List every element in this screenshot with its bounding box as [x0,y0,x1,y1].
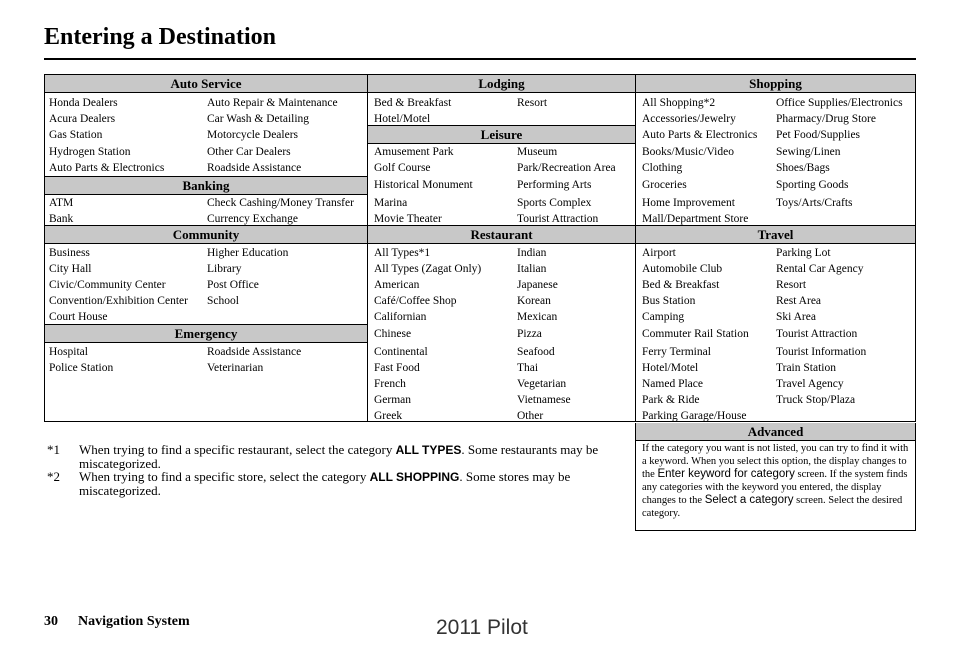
list-item: Other [517,410,544,422]
list-item: Camping [642,311,685,323]
list-item: Parking Garage/House [642,410,747,422]
list-item: Japanese [517,279,558,291]
list-item: Marina [374,197,408,209]
list-item: Auto Parts & Electronics [642,129,758,141]
list-item: Pharmacy/Drug Store [776,113,876,125]
list-item: Library [207,263,242,275]
list-item: Seafood [517,346,555,358]
list-item: Resort [517,97,548,109]
list-item: Movie Theater [374,213,442,225]
list-item: Korean [517,295,551,307]
list-item: Mall/Department Store [642,213,749,225]
column-2 [368,75,636,421]
list-item: Ski Area [776,311,816,323]
list-item: School [207,295,239,307]
list-item: Hospital [49,346,88,358]
header-advanced: Advanced [636,423,915,441]
category-table [44,74,916,422]
list-item: All Shopping*2 [642,97,716,109]
header-lodging: Lodging [368,75,635,93]
list-item: Police Station [49,362,114,374]
list-item: All Types (Zagat Only) [374,263,482,275]
list-item: All Types*1 [374,247,431,259]
keyword-screen-name: Enter keyword for category [657,468,795,481]
list-item: Acura Dealers [49,113,116,125]
page-number: 30 [44,614,58,629]
header-auto-service: Auto Service [45,75,367,93]
list-item: Tourist Attraction [776,328,858,340]
list-item: Sewing/Linen [776,146,841,158]
list-item: Continental [374,346,428,358]
list-item: Bank [49,213,74,225]
list-item: Parking Lot [776,247,831,259]
header-banking: Banking [45,176,367,195]
list-item: Ferry Terminal [642,346,711,358]
list-item: Amusement Park [374,146,454,158]
list-item: French [374,378,406,390]
list-item: Hotel/Motel [642,362,699,374]
list-item: Museum [517,146,558,158]
list-item: Café/Coffee Shop [374,295,457,307]
list-item: Greek [374,410,403,422]
list-item: American [374,279,420,291]
select-screen-name: Select a category [704,494,794,507]
list-item: Books/Music/Video [642,146,734,158]
list-item: Auto Parts & Electronics [49,162,165,174]
list-item: Italian [517,263,547,275]
footnote-2: *2 When trying to find a specific store, select the category ALL SHOPPING. Some stores may be miscategorized. [47,469,571,498]
list-item: Thai [517,362,539,374]
list-item: Clothing [642,162,683,174]
list-item: Hydrogen Station [49,146,131,158]
list-item: Pet Food/Supplies [776,129,861,141]
page-title: Entering a Destination [44,24,277,50]
list-item: Toys/Arts/Crafts [776,197,853,209]
list-item: Indian [517,247,547,259]
category-all-types: ALL TYPES [395,443,462,457]
list-item: Bed & Breakfast [374,97,452,109]
list-item: ATM [49,197,74,209]
column-3 [636,75,915,421]
list-item: Convention/Exhibition Center [49,295,188,307]
advanced-box [635,423,916,531]
footnote-1: *1 When trying to find a specific restaurant, select the category ALL TYPES. Some restaurants may be miscategorized. [47,442,599,471]
list-item: Performing Arts [517,179,592,191]
watermark: 2011 Pilot [436,616,528,639]
header-community: Community [45,225,367,244]
list-item: Airport [642,247,676,259]
list-item: Historical Monument [374,179,473,191]
list-item: City Hall [49,263,92,275]
list-item: Rest Area [776,295,822,307]
list-item: Civic/Community Center [49,279,166,291]
category-all-shopping: ALL SHOPPING [369,470,460,484]
list-item: Office Supplies/Electronics [776,97,903,109]
list-item: Golf Course [374,162,431,174]
list-item: Car Wash & Detailing [207,113,310,125]
list-item: Resort [776,279,807,291]
list-item: Court House [49,311,108,323]
list-item: Bed & Breakfast [642,279,720,291]
list-item: Groceries [642,179,687,191]
list-item: Sporting Goods [776,179,849,191]
header-emergency: Emergency [45,324,367,343]
list-item: Park/Recreation Area [517,162,616,174]
list-item: Veterinarian [207,362,264,374]
list-item: Motorcycle Dealers [207,129,299,141]
list-item: Fast Food [374,362,420,374]
list-item: Truck Stop/Plaza [776,394,856,406]
list-item: Commuter Rail Station [642,328,749,340]
list-item: Pizza [517,328,542,340]
header-restaurant: Restaurant [368,225,635,244]
footer-title: Navigation System [78,614,190,629]
column-1 [45,75,368,421]
list-item: Named Place [642,378,703,390]
header-travel: Travel [636,225,915,244]
list-item: Travel Agency [776,378,844,390]
list-item: Other Car Dealers [207,146,291,158]
list-item: Vegetarian [517,378,567,390]
list-item: Honda Dealers [49,97,118,109]
list-item: Bus Station [642,295,696,307]
list-item: Rental Car Agency [776,263,864,275]
list-item: Home Improvement [642,197,735,209]
list-item: Train Station [776,362,836,374]
list-item: Californian [374,311,427,323]
list-item: Tourist Information [776,346,867,358]
list-item: Roadside Assistance [207,346,302,358]
advanced-description: If the category you want is not listed, you can try to find it with a keyword. When you select this option, the display changes to the Enter keyword for category screen. If the system finds any categories with the keyword you entered, the display changes to the Select a category screen. Select the desired category. [642,443,909,519]
list-item: Accessories/Jewelry [642,113,736,125]
list-item: Currency Exchange [207,213,299,225]
list-item: German [374,394,412,406]
title-rule [44,58,916,60]
list-item: Sports Complex [517,197,592,209]
list-item: Mexican [517,311,558,323]
list-item: Vietnamese [517,394,571,406]
list-item: Roadside Assistance [207,162,302,174]
list-item: Tourist Attraction [517,213,599,225]
list-item: Automobile Club [642,263,723,275]
list-item: Business [49,247,90,259]
list-item: Chinese [374,328,412,340]
list-item: Park & Ride [642,394,700,406]
list-item: Check Cashing/Money Transfer [207,197,354,209]
list-item: Shoes/Bags [776,162,830,174]
list-item: Higher Education [207,247,289,259]
header-leisure: Leisure [368,125,635,144]
header-shopping: Shopping [636,75,915,93]
list-item: Gas Station [49,129,103,141]
list-item: Auto Repair & Maintenance [207,97,338,109]
list-item: Post Office [207,279,259,291]
list-item: Hotel/Motel [374,113,431,125]
